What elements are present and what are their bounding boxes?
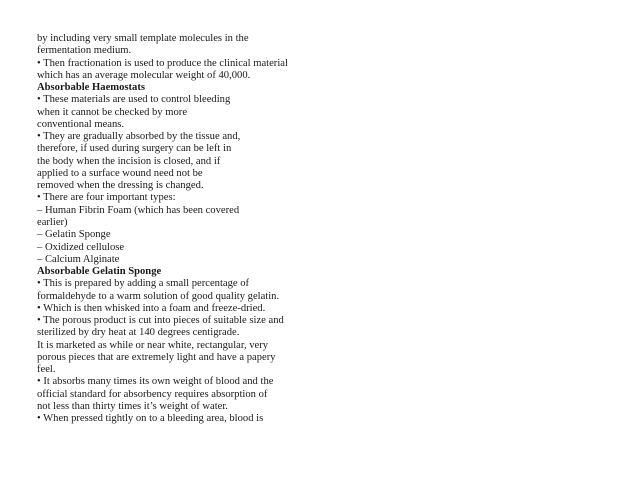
text-line: porous pieces that are extremely light and have a papery (37, 351, 276, 363)
text-line: by including very small template molecules in the (37, 33, 249, 44)
section-heading: Absorbable Gelatin Sponge (37, 266, 162, 278)
text-line: • They are gradually absorbed by the tissue and, (37, 131, 241, 143)
text-line: when it cannot be checked by more (37, 106, 188, 118)
document-text (37, 33, 337, 426)
text-line: – Oxidized cellulose (37, 241, 125, 253)
text-line: applied to a surface wound need not be (37, 167, 203, 179)
text-line: It is marketed as while or near white, rectangular, very (37, 339, 269, 351)
text-line: • There are four important types: (37, 192, 176, 204)
text-line: not less than thirty times it’s weight of water. (37, 400, 228, 412)
text-line: the body when the incision is closed, and if (37, 155, 221, 167)
text-line: • Then fractionation is used to produce the clinical material (37, 57, 288, 69)
text-line: official standard for absorbency requires absorption of (37, 388, 268, 400)
text-line: feel. (37, 364, 56, 376)
text-line: – Calcium Alginate (37, 253, 120, 265)
text-line: formaldehyde to a warm solution of good quality gelatin. (37, 290, 280, 302)
text-line: – Gelatin Sponge (37, 229, 111, 241)
text-line: which has an average molecular weight of 40,000. (37, 69, 251, 81)
text-line: • This is prepared by adding a small percentage of (37, 278, 250, 290)
text-line: earlier) (37, 216, 68, 228)
text-line: • It absorbs many times its own weight of blood and the (37, 376, 274, 388)
text-line: • The porous product is cut into pieces of suitable size and (37, 315, 284, 327)
text-line: therefore, if used during surgery can be left in (37, 143, 232, 155)
text-line: – Human Fibrin Foam (which has been covered (37, 204, 240, 216)
text-line: removed when the dressing is changed. (37, 180, 204, 192)
text-line: sterilized by dry heat at 140 degrees centigrade. (37, 327, 240, 339)
section-heading: Absorbable Haemostats (37, 82, 145, 94)
text-line: • Which is then whisked into a foam and freeze-dried. (37, 302, 266, 314)
text-line: • These materials are used to control bleeding (37, 94, 231, 106)
text-line: conventional means. (37, 118, 125, 130)
text-line: fermentation medium. (37, 45, 132, 57)
text-line: • When pressed tightly on to a bleeding area, blood is (37, 413, 264, 425)
